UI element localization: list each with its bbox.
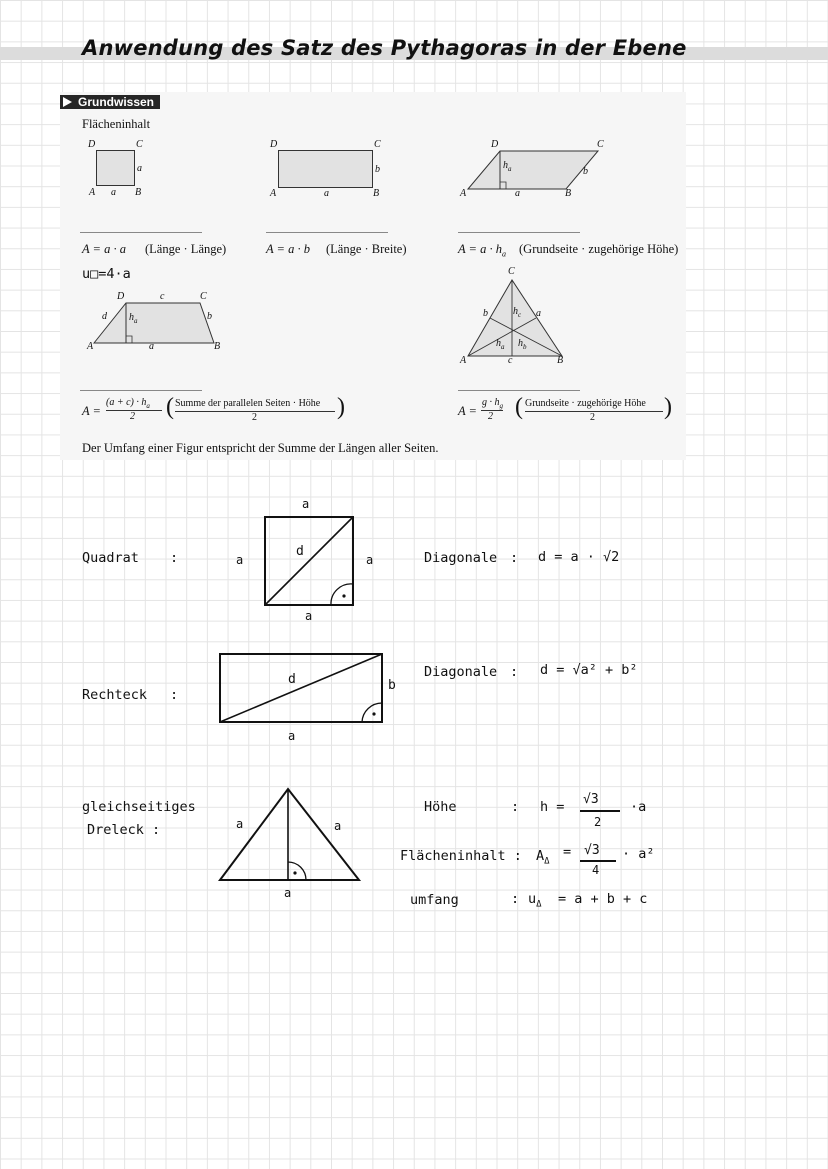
trap-label-B: B <box>214 341 221 352</box>
tri-formula-den: 2 <box>488 411 493 422</box>
rechteck-drawing <box>219 653 383 723</box>
trap-label-c: c <box>160 291 165 302</box>
tri-formula-num: $g \cdot h_g$ <box>482 397 503 410</box>
hoehe-colon: : <box>511 799 520 815</box>
quadrat-diagonal-d: d <box>296 544 304 559</box>
parallelogram-figure <box>466 150 600 190</box>
hoehe-label: Höhe <box>424 799 457 815</box>
square-label-a-bottom: a <box>111 187 116 198</box>
tri-label-hc: $h_c$ <box>513 306 522 319</box>
rechteck-label: Rechteck <box>82 687 148 703</box>
rectangle-figure <box>278 150 374 188</box>
trap-label-d: d <box>102 311 107 322</box>
tri-label-C: C <box>508 266 515 277</box>
trap-note-num: Summe der parallelen Seiten · Höhe <box>175 398 321 409</box>
para-label-B: B <box>565 188 572 199</box>
tri-label-A: A <box>460 355 467 366</box>
flaeche-eq: = <box>563 844 572 860</box>
square-label-a-right: a <box>137 163 142 174</box>
rechteck-side-b: b <box>388 678 396 693</box>
flaeche-label: Flächeninhalt : <box>400 848 522 864</box>
fraction-bar <box>580 810 620 812</box>
tri-formula-lhs: A = <box>458 404 477 418</box>
paren-left: ( <box>166 394 174 420</box>
trap-label-D: D <box>117 291 125 302</box>
hoehe-num: √3 <box>583 792 599 807</box>
rechteck-diagonal-label: Diagonale <box>424 664 498 680</box>
paren-right: ) <box>664 394 672 420</box>
tri-label-a: a <box>536 308 541 319</box>
tri-label-b: b <box>483 308 488 319</box>
blank-line <box>80 232 202 233</box>
trap-formula-num: $(a + c) \cdot h_a$ <box>106 397 150 410</box>
square-perimeter-hand: u□=4·a <box>82 266 131 282</box>
trap-formula-den: 2 <box>130 411 135 422</box>
hoehe-rhs: ·a <box>630 799 647 815</box>
square-area-formula: A = a · a <box>82 242 126 256</box>
para-label-D: D <box>491 139 499 150</box>
quadrat-colon: : <box>170 550 179 566</box>
rect-label-D: D <box>270 139 278 150</box>
paren-left: ( <box>515 394 523 420</box>
hoehe-lhs: h = <box>540 799 565 815</box>
para-area-note: (Grundseite · zugehörige Höhe) <box>519 242 679 256</box>
rect-area-formula: A = a · b <box>266 242 310 256</box>
flaeche-lhs: $A_\Delta$ <box>536 848 550 867</box>
rechteck-diagonal-d: d <box>288 672 296 687</box>
quadrat-drawing <box>264 516 355 606</box>
para-area-formula: $A = a \cdot h_a$ <box>458 242 506 259</box>
rect-label-b: b <box>375 164 380 175</box>
rechteck-side-a: a <box>288 729 296 743</box>
paren-right: ) <box>337 394 345 420</box>
tri-note-den: 2 <box>590 412 595 423</box>
blank-line <box>80 390 202 391</box>
trap-formula-lhs: A = <box>82 404 101 418</box>
para-label-C: C <box>597 139 604 150</box>
quadrat-side-left: a <box>236 553 244 567</box>
tri-label-hb: $h_b$ <box>518 338 527 351</box>
dreieck-side-bottom: a <box>284 886 292 900</box>
para-label-ha: $h_a$ <box>503 160 512 173</box>
umfang-lhs: $u_\Delta$ <box>528 891 542 910</box>
quadrat-diagonal-colon: : <box>510 550 519 566</box>
dreieck-side-right: a <box>334 819 342 833</box>
trap-label-a: a <box>149 341 154 352</box>
tri-label-c: c <box>508 355 513 366</box>
square-area-note: (Länge · Länge) <box>145 242 227 256</box>
umfang-colon: : <box>511 891 520 907</box>
tri-note-num: Grundseite · zugehörige Höhe <box>525 398 646 409</box>
blank-line <box>458 390 580 391</box>
dreieck-drawing <box>219 788 361 882</box>
tri-label-B: B <box>557 355 564 366</box>
rect-label-C: C <box>374 139 381 150</box>
square-label-B: B <box>135 187 142 198</box>
trap-label-b: b <box>207 311 212 322</box>
trapezoid-figure <box>92 302 216 344</box>
dreieck-side-left: a <box>236 817 244 831</box>
square-label-D: D <box>88 139 96 150</box>
trap-label-A: A <box>87 341 94 352</box>
blank-line <box>266 232 388 233</box>
dreieck-label-2: Dreleck : <box>87 822 161 838</box>
quadrat-label: Quadrat <box>82 550 139 566</box>
rechteck-diagonal-colon: : <box>510 664 519 680</box>
quadrat-side-right: a <box>366 553 374 567</box>
flaeche-num: √3 <box>584 843 600 858</box>
rect-label-A: A <box>270 188 277 199</box>
quadrat-diagonal-formula: d = a · √2 <box>538 549 620 565</box>
square-label-A: A <box>89 187 96 198</box>
play-triangle-icon <box>63 97 73 107</box>
rect-area-note: (Länge · Breite) <box>326 242 407 256</box>
umfang-label: umfang <box>410 892 459 908</box>
perimeter-statement: Der Umfang einer Figur entspricht der Summe der Längen aller Seiten. <box>82 441 439 455</box>
trap-label-ha: $h_a$ <box>129 312 138 325</box>
page-title: Anwendung des Satz des Pythagoras in der Ebene <box>82 36 687 60</box>
hoehe-den: 2 <box>594 815 602 829</box>
quadrat-side-bottom: a <box>305 609 313 623</box>
blank-line <box>458 232 580 233</box>
square-figure <box>96 150 136 186</box>
quadrat-diagonal-label: Diagonale <box>424 550 498 566</box>
rect-label-a: a <box>324 188 329 199</box>
para-label-b: b <box>583 166 588 177</box>
fraction-bar <box>580 860 616 862</box>
umfang-rhs: = a + b + c <box>558 891 648 907</box>
flaeche-rhs: · a² <box>622 846 655 862</box>
quadrat-side-top: a <box>302 497 310 511</box>
para-label-a: a <box>515 188 520 199</box>
trap-label-C: C <box>200 291 207 302</box>
rect-label-B: B <box>373 188 380 199</box>
section-badge-text: Grundwissen <box>78 95 155 109</box>
rechteck-colon: : <box>170 687 179 703</box>
tri-label-ha: $h_a$ <box>496 338 505 351</box>
rechteck-diagonal-formula: d = √a² + b² <box>540 662 638 678</box>
section-heading: Flächeninhalt <box>82 117 151 131</box>
trap-note-den: 2 <box>252 412 257 423</box>
dreieck-label-1: gleichseitiges <box>82 799 196 815</box>
square-label-C: C <box>136 139 143 150</box>
para-label-A: A <box>460 188 467 199</box>
flaeche-den: 4 <box>592 863 600 877</box>
